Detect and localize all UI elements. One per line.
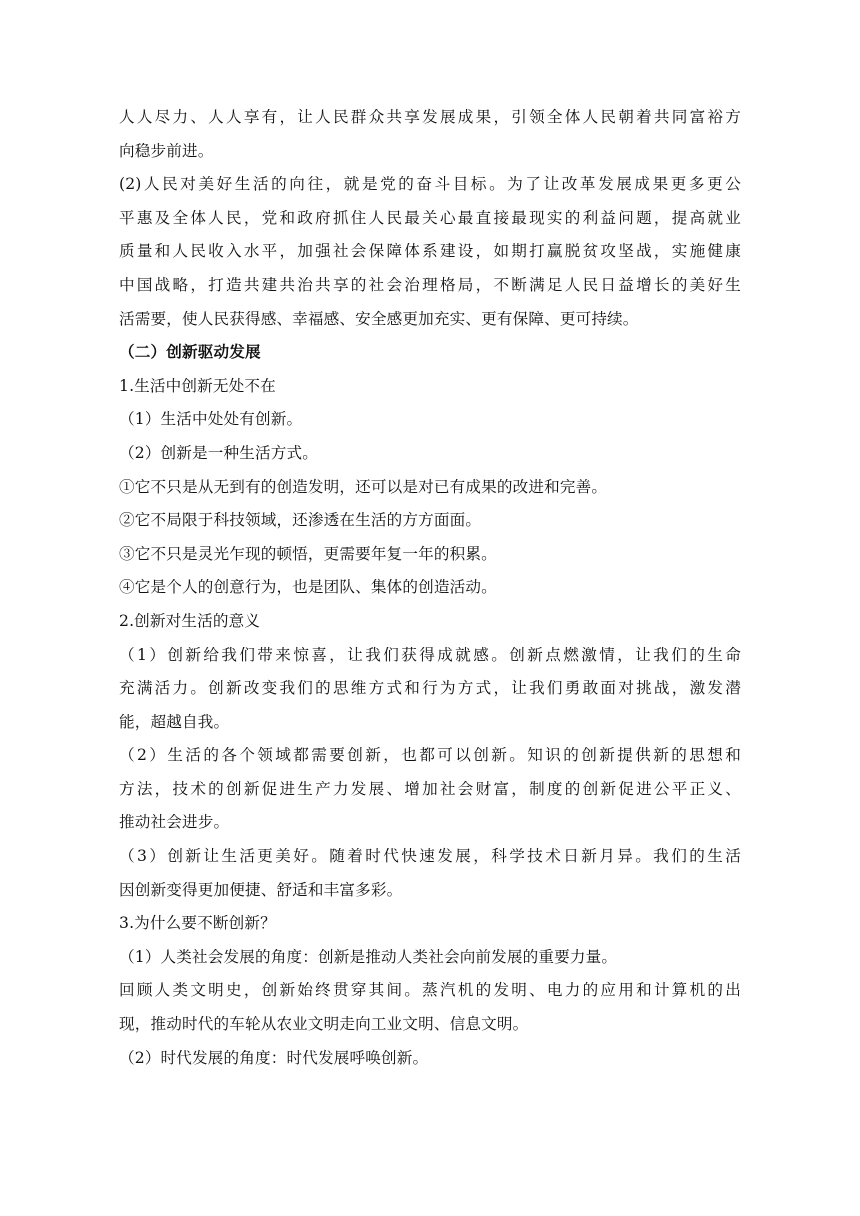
paragraph-line: 中国战略，打造共建共治共享的社会治理格局，不断满足人民日益增长的美好生	[119, 275, 741, 294]
paragraph-line: 现，推动时代的车轮从农业文明走向工业文明、信息文明。	[119, 1015, 529, 1034]
list-item: ②它不局限于科技领域，还渗透在生活的方方面面。	[119, 511, 482, 530]
paragraph-line: （2）生活的各个领域都需要创新，也都可以创新。知识的创新提供新的思想和	[119, 746, 741, 765]
paragraph-line: 能，超越自我。	[119, 712, 230, 731]
subsection-heading: 1.生活中创新无处不在	[119, 376, 276, 395]
document-body	[119, 101, 741, 1075]
paragraph-line: （1）创新给我们带来惊喜，让我们获得成就感。创新点燃激情，让我们的生命	[119, 645, 741, 664]
paragraph-line: （3）创新让生活更美好。随着时代快速发展，科学技术日新月异。我们的生活	[119, 847, 741, 866]
paragraph-line: （1）生活中处处有创新。	[119, 410, 303, 429]
subsection-heading: 2.创新对生活的意义	[119, 611, 261, 630]
section-heading: （二）创新驱动发展	[119, 343, 261, 362]
paragraph-line: 回顾人类文明史，创新始终贯穿其间。蒸汽机的发明、电力的应用和计算机的出	[119, 981, 741, 1000]
paragraph-line: 平惠及全体人民，党和政府抓住人民最关心最直接最现实的利益问题，提高就业	[119, 208, 741, 227]
paragraph-line: 质量和人民收入水平，加强社会保障体系建设，如期打赢脱贫攻坚战，实施健康	[119, 242, 741, 261]
paragraph-line: （2）时代发展的角度：时代发展呼唤创新。	[119, 1048, 429, 1067]
paragraph-line: 充满活力。创新改变我们的思维方式和行为方式，让我们勇敢面对挑战，激发潜	[119, 679, 741, 698]
list-item: ④它是个人的创意行为，也是团队、集体的创造活动。	[119, 578, 497, 597]
paragraph-line: 推动社会进步。	[119, 813, 230, 832]
paragraph-line: （1）人类社会发展的角度：创新是推动人类社会向前发展的重要力量。	[119, 947, 618, 966]
paragraph-line: 方法，技术的创新促进生产力发展、增加社会财富，制度的创新促进公平正义、	[119, 779, 741, 798]
list-item: ①它不只是从无到有的创造发明，还可以是对已有成果的改进和完善。	[119, 477, 608, 496]
paragraph-line: 因创新变得更加便捷、舒适和丰富多彩。	[119, 880, 403, 899]
paragraph-line: 人人尽力、人人享有，让人民群众共享发展成果，引领全体人民朝着共同富裕方	[119, 108, 741, 126]
list-item: ③它不只是灵光乍现的顿悟，更需要年复一年的积累。	[119, 544, 497, 563]
paragraph-line: 向稳步前进。	[119, 141, 214, 160]
paragraph-line: 活需要，使人民获得感、幸福感、安全感更加充实、更有保障、更可持续。	[119, 309, 639, 328]
paragraph-line: （2）创新是一种生活方式。	[119, 443, 318, 462]
paragraph-line: (2)人民对美好生活的向往，就是党的奋斗目标。为了让改革发展成果更多更公	[119, 175, 741, 194]
subsection-heading: 3.为什么要不断创新？	[119, 914, 276, 933]
